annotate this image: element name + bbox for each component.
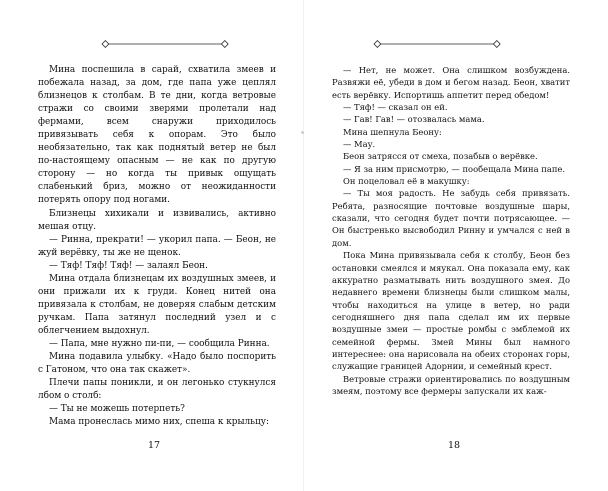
paragraph: — Папа, мне нужно пи-пи, — сообщила Ринна. (49, 338, 270, 349)
paragraph: Мама пронеслась мимо них, спеша к крыльцу: (49, 417, 269, 428)
page-number-right: 18 (447, 440, 461, 451)
paragraph: — Нет, не может. Она слишком возбуждена. Развяжи её, убеди в дом и бегом назад. Беон, хватит есть верёвку. Испортишь аппетит перед обедом! (332, 65, 570, 100)
paragraph: — Я за ним присмотрю, — пообещала Мина папе. (343, 163, 566, 174)
paragraph: Плечи папы поникли, и он легонько стукнулся лбом о столб: (38, 378, 276, 402)
paragraph: Ветровые стражи ориентировались по воздушным змеям, поэтому все фермеры запускали их каж- (332, 373, 570, 396)
paragraph: Близнецы хихикали и извивались, активно мешая отцу. (38, 208, 276, 232)
left-page-text (38, 64, 276, 429)
paragraph: Он поцеловал её в макушку: (343, 176, 470, 187)
ornament-divider-left (100, 40, 230, 48)
ornament-divider-right (372, 40, 502, 48)
paragraph: — Тяф! Тяф! Тяф! — залаял Беон. (49, 260, 208, 271)
paragraph: Мина отдала близнецам их воздушных змеев, и они прижали их к груди. Конец нитей она привязала к столбам, не доверяя слабым детским ручкам. Папа затянул последний узел и с облегчением выдохнул. (38, 273, 276, 336)
page-number-left: 17 (147, 440, 161, 451)
paragraph: — Ринна, прекрати! — укорил папа. — Беон, не жуй верёвку, ты же не щенок. (38, 234, 276, 258)
paragraph: — Ты моя радость. Не забудь себя привязать. Ребята, разносящие почтовые воздушные шары, сказали, что сегодня будет почти потрясающее. — Он быстренько высвободил Ринну и умчался с ней в дом. (332, 188, 570, 248)
right-page-text (332, 64, 570, 397)
paragraph: Мина поспешила в сарай, схватила змеев и побежала назад, за дом, где папа уже цеплял близнецов к столбам. В те дни, когда ветровые стражи со своими зверями пролетали над фермами, всем снаружи приходилось привязывать себя к опорам. Это было необязательно, так как поднятый ветер не был по-настоящему опасным — не как по другую сторону — но когда ты привык ощущать слабенький бриз, можно от неожиданности потерять опору под ногами. (38, 65, 276, 206)
paragraph: Мина подавила улыбку. «Надо было поспорить с Гатоном, что она так скажет». (38, 352, 276, 376)
paragraph: — Ты не можешь потерпеть? (49, 404, 185, 415)
right-page (304, 0, 608, 491)
paragraph: — Тяф! — сказал он ей. (343, 102, 448, 113)
paragraph: — Гав! Гав! — отозвалась мама. (343, 114, 485, 125)
paragraph: Беон затрясся от смеха, позабыв о верёвке. (343, 151, 538, 162)
paragraph: Мина шепнула Беону: (343, 126, 442, 137)
paragraph: — Мау. (343, 139, 376, 150)
paragraph: Пока Мина привязывала себя к столбу, Беон без остановки смеялся и мяукал. Она показала ему, как аккуратно разматывать нить воздушного змея. До недавнего времени близнецы были слишком малы, чтобы находиться на улице в ветер, но ради сегодняшнего дня папа сделал им их первые воздушные змеи — простые ромбы с эмблемой их семейной фермы. Змей Мины был намного интереснее: она нарисовала на обеих сторонах горы, служащие границей Адорнии, и семейный крест. (332, 250, 570, 372)
